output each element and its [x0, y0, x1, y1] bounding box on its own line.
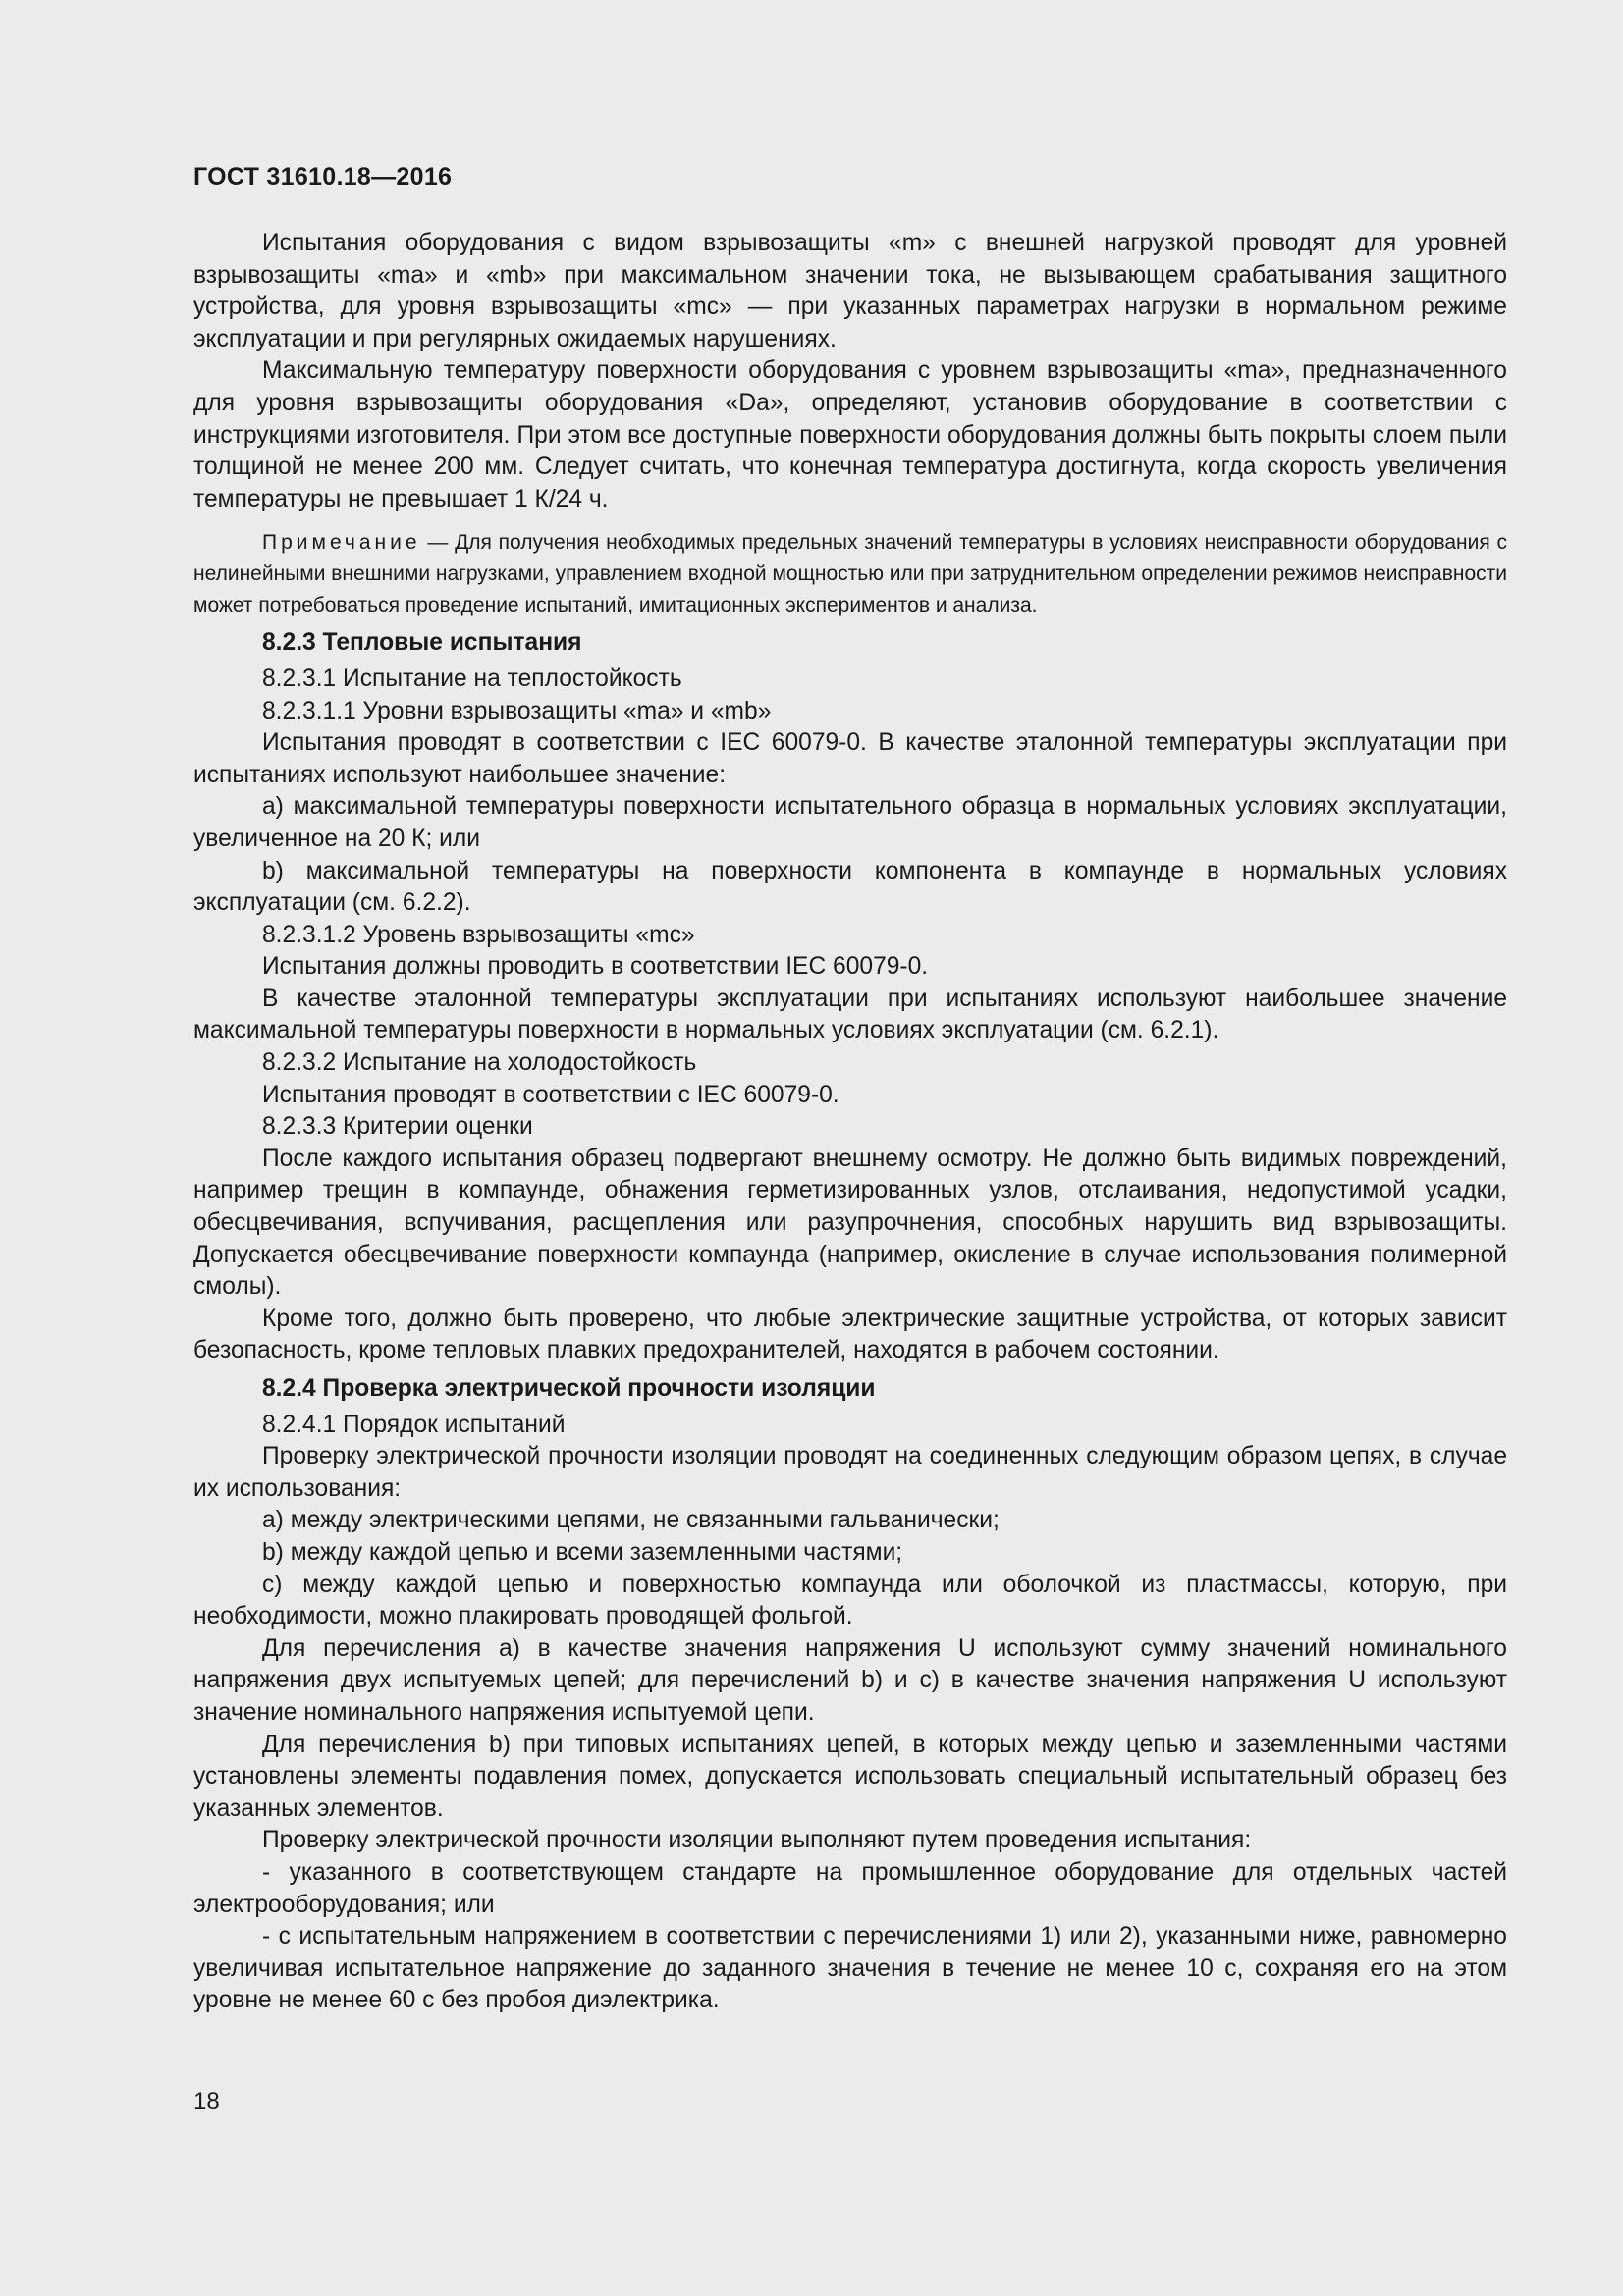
- subsection-heading: 8.2.3.1.1 Уровни взрывозащиты «ma» и «mb»: [262, 697, 772, 724]
- list-item: - с испытательным напряжением в соответствии с перечислениями 1) или 2), указанными ниже, равномерно увеличивая испытательное напряжение до заданного значения в течение не менее 10 с, сохраняя его на этом уровне не менее 60 с без пробоя диэлектрика.: [193, 1923, 1507, 2014]
- subsection-heading: 8.2.3.1 Испытание на теплостойкость: [262, 665, 682, 692]
- list-item: - указанного в соответствующем стандарте на промышленное оборудование для отдельных частей электрооборудования; или: [193, 1858, 1507, 1918]
- list-item: c) между каждой цепью и поверхностью компаунда или оболочкой из пластмассы, которую, при необходимости, можно плакировать проводящей фольгой.: [193, 1571, 1507, 1630]
- paragraph: В качестве эталонной температуры эксплуатации при испытаниях используют наибольшее значение максимальной температуры поверхности в нормальных условиях эксплуатации (см. 6.2.1).: [193, 985, 1507, 1044]
- list-item: b) между каждой цепью и всеми заземленными частями;: [262, 1538, 903, 1566]
- subsection-heading: 8.2.3.2 Испытание на холодостойкость: [262, 1049, 697, 1077]
- paragraph: Для перечисления b) при типовых испытаниях цепей, в которых между цепью и заземленными частями установлены элементы подавления помех, допускается использовать специальный испытательный образец без указанных элементов.: [193, 1731, 1507, 1822]
- paragraph: Испытания оборудования с видом взрывозащиты «m» с внешней нагрузкой проводят для уровней взрывозащиты «ma» и «mb» при максимальном значении тока, не вызывающем срабатывания защитного устройства, для уровня взрывозащиты «mc» — при указанных параметрах нагрузки в нормальном режиме эксплуатации и при регулярных ожидаемых нарушениях.: [193, 230, 1507, 352]
- paragraph: Проверку электрической прочности изоляции проводят на соединенных следующим образом цепях, в случае их использования:: [193, 1443, 1507, 1502]
- subsection-heading: 8.2.3.1.2 Уровень взрывозащиты «mc»: [262, 921, 695, 948]
- paragraph: После каждого испытания образец подвергают внешнему осмотру. Не должно быть видимых повреждений, например трещин в компаунде, обнажения герметизированных узлов, отслаивания, недопустимой усадки, обесцвечивания, вспучивания, расщепления или разупрочнения, способных нарушить вид взрывозащиты. Допускается обесцвечивание поверхности компаунда (например, окисление в случае использования полимерной смолы).: [193, 1145, 1507, 1301]
- paragraph: Проверку электрической прочности изоляции выполняют путем проведения испытания:: [262, 1827, 1252, 1854]
- list-item: b) максимальной температуры на поверхности компонента в компаунде в нормальных условиях эксплуатации (см. 6.2.2).: [193, 857, 1507, 917]
- section-heading: 8.2.4 Проверка электрической прочности изоляции: [262, 1375, 876, 1402]
- document-body: [193, 228, 1507, 2017]
- paragraph: Испытания проводят в соответствии с IEC 60079-0. В качестве эталонной температуры эксплуатации при испытаниях используют наибольшее значение:: [193, 729, 1507, 788]
- page-number: 18: [193, 2088, 220, 2114]
- subsection-heading: 8.2.4.1 Порядок испытаний: [262, 1411, 566, 1438]
- note: [193, 527, 1507, 621]
- note-text: — Для получения необходимых предельных значений температуры в условиях неисправности оборудования с нелинейными внешними нагрузками, управлением входной мощностью или при затруднительном определении режимов неисправности может потребоваться проведение испытаний, имитационных экспериментов и анализа.: [193, 531, 1507, 617]
- paragraph: Максимальную температуру поверхности оборудования с уровнем взрывозащиты «ma», предназначенного для уровня взрывозащиты оборудования «Da», определяют, установив оборудование в соответствии с инструкциями изготовителя. При этом все доступные поверхности оборудования должны быть покрыты слоем пыли толщиной не менее 200 мм. Следует считать, что конечная температура достигнута, когда скорость увеличения температуры не превышает 1 К/24 ч.: [193, 357, 1507, 512]
- subsection-heading: 8.2.3.3 Критерии оценки: [262, 1113, 533, 1141]
- paragraph: Для перечисления a) в качестве значения напряжения U используют сумму значений номинального напряжения двух испытуемых цепей; для перечислений b) и c) в качестве значения напряжения U используют значение номинального напряжения испытуемой цепи.: [193, 1634, 1507, 1726]
- paragraph: Кроме того, должно быть проверено, что любые электрические защитные устройства, от которых зависит безопасность, кроме тепловых плавких предохранителей, находятся в рабочем состоянии.: [193, 1305, 1507, 1364]
- paragraph: Испытания проводят в соответствии с IEC 60079-0.: [262, 1081, 839, 1108]
- note-label: Примечание: [262, 531, 421, 555]
- list-item: a) максимальной температуры поверхности испытательного образца в нормальных условиях эксплуатации, увеличенное на 20 К; или: [193, 793, 1507, 852]
- document-header: ГОСТ 31610.18—2016: [193, 163, 453, 190]
- paragraph: Испытания должны проводить в соответствии IEC 60079-0.: [262, 953, 929, 981]
- section-heading: 8.2.3 Тепловые испытания: [262, 629, 582, 657]
- list-item: a) между электрическими цепями, не связанными гальванически;: [262, 1507, 1000, 1534]
